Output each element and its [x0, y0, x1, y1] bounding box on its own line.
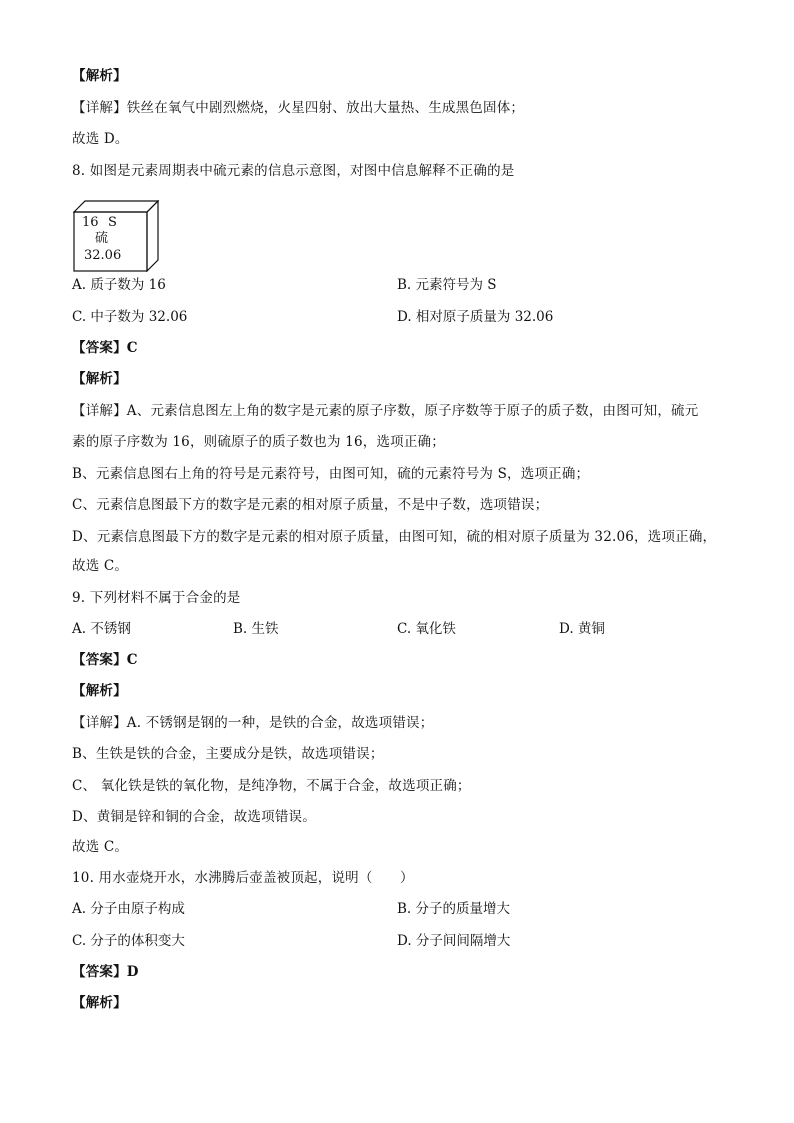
q9-option-a: A. 不锈钢	[72, 621, 131, 637]
q8-option-a: A. 质子数为 16	[72, 277, 166, 293]
q9-detail-line: B、生铁是铁的合金，主要成分是铁，故选项错误；	[72, 746, 384, 762]
sulfur-element-tile	[73, 200, 159, 272]
q8-stem: 8. 如图是元素周期表中硫元素的信息示意图，对图中信息解释不正确的是	[72, 163, 515, 179]
q8-analysis-label: 【解析】	[72, 371, 127, 387]
q8-detail-line: C、元素信息图最下方的数字是元素的相对原子质量，不是中子数，选项错误；	[72, 497, 549, 513]
element-atomic-number: 16	[82, 215, 99, 230]
q10-option-b: B. 分子的质量增大	[397, 901, 511, 917]
q9-stem: 9. 下列材料不属于合金的是	[72, 590, 241, 606]
q10-option-d: D. 分子间间隔增大	[397, 933, 511, 949]
q8-detail-line: B、元素信息图右上角的符号是元素符号，由图可知，硫的元素符号为 S，选项正确；	[72, 466, 590, 482]
q9-answer: 【答案】C	[72, 652, 138, 668]
q9-option-c: C. 氧化铁	[397, 621, 456, 637]
q10-analysis-label: 【解析】	[72, 995, 127, 1011]
q9-detail-line: C、 氧化铁是铁的氧化物，是纯净物，不属于合金，故选项正确；	[72, 778, 471, 794]
element-atomic-mass: 32.06	[84, 248, 122, 263]
q9-conclusion: 故选 C。	[72, 839, 129, 855]
q8-option-b: B. 元素符号为 S	[397, 277, 497, 293]
q8-option-d: D. 相对原子质量为 32.06	[397, 309, 554, 325]
prev-analysis-label: 【解析】	[72, 68, 127, 84]
q8-detail-line: 【详解】A、元素信息图左上角的数字是元素的原子序数，原子序数等于原子的质子数，由图可知，硫元	[72, 403, 699, 419]
q9-detail-line: 【详解】A. 不锈钢是钢的一种，是铁的合金，故选项错误；	[72, 715, 434, 731]
prev-detail: 【详解】铁丝在氧气中剧烈燃烧，火星四射、放出大量热、生成黑色固体；	[72, 100, 525, 116]
q10-option-c: C. 分子的体积变大	[72, 933, 185, 949]
q10-answer: 【答案】D	[72, 964, 139, 980]
q8-detail-line: 素的原子序数为 16，则硫原子的质子数也为 16，选项正确；	[72, 434, 445, 450]
q10-stem: 10. 用水壶烧开水，水沸腾后壶盖被顶起，说明（ ）	[72, 870, 414, 886]
element-name: 硫	[95, 231, 109, 246]
element-symbol: S	[108, 215, 117, 230]
q8-conclusion: 故选 C。	[72, 558, 129, 574]
q9-detail-line: D、黄铜是锌和铜的合金，故选项错误。	[72, 809, 316, 825]
q10-option-a: A. 分子由原子构成	[72, 901, 185, 917]
q9-option-d: D. 黄铜	[559, 621, 605, 637]
q9-analysis-label: 【解析】	[72, 683, 127, 699]
q8-detail-line: D、元素信息图最下方的数字是元素的相对原子质量，由图可知，硫的相对原子质量为 32.06，选项正确，	[72, 529, 717, 545]
q8-answer: 【答案】C	[72, 340, 138, 356]
q9-option-b: B. 生铁	[233, 621, 279, 637]
prev-conclusion: 故选 D。	[72, 131, 129, 147]
q8-option-c: C. 中子数为 32.06	[72, 309, 188, 325]
